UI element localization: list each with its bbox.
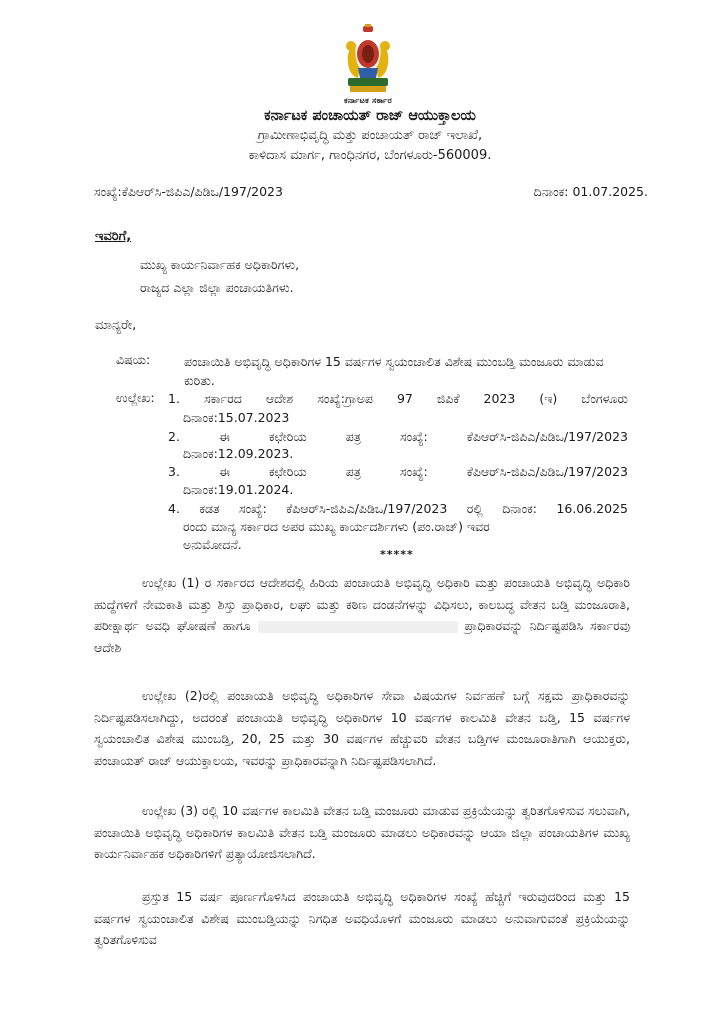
karnataka-state-emblem-icon bbox=[336, 24, 400, 104]
paragraph-2: ಉಲ್ಲೇಖ (2)ರಲ್ಲಿ ಪಂಚಾಯತಿ ಅಭಿವೃದ್ಧಿ ಅಧಿಕಾರಿಗಳ ಸೇವಾ ವಿಷಯಗಳ ನಿರ್ವಹಣೆ ಬಗ್ಗೆ ಸಕ್ಷಮ ಪ್ರಾಧಿಕಾರವನ್ನು ನಿರ್ದಿಷ್ಟಪಡಿಸಲಾಗಿದ್ದು, ಅದರಂತೆ ಪಂಚಾಯತಿ ಅಭಿವೃದ್ಧಿ ಅಧಿಕಾರಿಗಳ 10 ವರ್ಷಗಳ ಕಾಲಮಿತಿ ವೇತನ ಬಡ್ತಿ, 15 ವರ್ಷಗಳ ಸ್ವಯಂಚಾಲಿತ ವಿಶೇಷ ಮುಂಬಡ್ತಿ, 20, 25 ಮತ್ತು 30 ವರ್ಷಗಳ ಹೆಚ್ಚುವರಿ ವೇತನ ಬಡ್ತಿಗಳ ಮಂಜೂರಾತಿಗಾಗಿ ಆಯುಕ್ತರು, ಪಂಚಾಯತ್ ರಾಜ್ ಆಯುಕ್ತಾಲಯ, ಇವರನ್ನು ಪ್ರಾಧಿಕಾರವನ್ನಾಗಿ ನಿರ್ದಿಷ್ಟಪಡಿಸಲಾಗಿದೆ. bbox=[94, 688, 630, 768]
office-address: ಕಾಳಿದಾಸ ಮಾರ್ಗ, ಗಾಂಧಿನಗರ, ಬೆಂಗಳೂರು-560009. bbox=[248, 148, 492, 163]
paragraph-1 bbox=[94, 572, 630, 658]
paragraph-1-text-b: ಪ್ರಾಧಿಕಾರವನ್ನು ನಿರ್ದಿಷ್ಟಪಡಿಸಿ ಸರ್ಕಾರವು ಆದೇಶಿ bbox=[94, 618, 630, 655]
reference-2-line-2: ದಿನಾಂಕ:12.09.2023. bbox=[183, 446, 294, 461]
office-name: ಕರ್ನಾಟಕ ಪಂಚಾಯತ್ ರಾಜ್ ಆಯುಕ್ತಾಲಯ bbox=[264, 108, 476, 124]
reference-3-line-1: 3. ಈ ಕಛೇರಿಯ ಪತ್ರ ಸಂಖ್ಯೆ: ಕೆಪಿಆರ್‌ಸಿ-ಜಿಪಿಎ/ಪಿಡಿಒ/197/2023 bbox=[168, 464, 628, 479]
reference-1-line-1: 1. ಸರ್ಕಾರದ ಆದೇಶ ಸಂಖ್ಯೆ:ಗ್ರಾಅಪ 97 ಜಿಪಿಕೆ 2023 (ಇ) ಬೆಂಗಳೂರು bbox=[168, 391, 628, 406]
reference-4-line-1: 4. ಕಡತ ಸಂಖ್ಯೆ: ಕೆಪಿಆರ್‌ಸಿ-ಜಿಪಿಎ/ಪಿಡಿಒ/197/2023 ರಲ್ಲಿ ದಿನಾಂಕ: 16.06.2025 bbox=[168, 501, 628, 516]
reference-2-line-1: 2. ಈ ಕಛೇರಿಯ ಪತ್ರ ಸಂಖ್ಯೆ: ಕೆಪಿಆರ್‌ಸಿ-ಜಿಪಿಎ/ಪಿಡಿಒ/197/2023 bbox=[168, 429, 628, 444]
paragraph-3: ಉಲ್ಲೇಖ (3) ರಲ್ಲಿ 10 ವರ್ಷಗಳ ಕಾಲಮಿತಿ ವೇತನ ಬಡ್ತಿ ಮಂಜೂರು ಮಾಡುವ ಪ್ರಕ್ರಿಯೆಯನ್ನು ತ್ವರಿತಗೊಳಿಸುವ ಸಲುವಾಗಿ, ಪಂಚಾಯಿತಿ ಅಭಿವೃದ್ಧಿ ಅಧಿಕಾರಿಗಳ ಕಾಲಮಿತಿ ವೇತನ ಬಡ್ತಿ ಮಂಜೂರು ಮಾಡಲು ಅಧಿಕಾರವನ್ನು ಆಯಾ ಜಿಲ್ಲಾ ಪಂಚಾಯತಿಗಳ ಮುಖ್ಯ ಕಾರ್ಯನಿರ್ವಾಹಕ ಅಧಿಕಾರಿಗಳಿಗೆ ಪ್ರತ್ಯಾಯೋಜಿಸಲಾಗಿದೆ. bbox=[94, 803, 630, 861]
reference-1-line-2: ದಿನಾಂಕ:15.07.2023 bbox=[183, 410, 290, 425]
reference-number: ಸಂಖ್ಯೆ:ಕೆಪಿಆರ್‌ಸಿ-ಜಿಪಿಎ/ಪಿಡಿಒ/197/2023 bbox=[94, 184, 283, 199]
subject-label: ವಿಷಯ: bbox=[116, 352, 151, 367]
paragraph-1-text-a: ಉಲ್ಲೇಖ (1) ರ ಸರ್ಕಾರದ ಆದೇಶದಲ್ಲಿ ಹಿರಿಯ ಪಂಚಾಯತಿ ಅಭಿವೃದ್ಧಿ ಅಧಿಕಾರಿ ಮತ್ತು ಪಂಚಾಯತಿ ಅಭಿವೃದ್ಧಿ ಅಧಿಕಾರಿ ಹುದ್ದೆಗಳಿಗೆ ನೇಮಕಾತಿ ಮತ್ತು ಶಿಸ್ತು ಪ್ರಾಧಿಕಾರ, ಲಘು ಮತ್ತು ಕಠಿಣ ದಂಡನೆಗಳನ್ನು ವಿಧಿಸಲು, ಕಾಲಬದ್ಧ ವೇತನ ಬಡ್ತಿ ಮಂಜೂರಾತಿ, ಪರೀಕ್ಷಾರ್ಥ ಅವಧಿ ಘೋಷಣೆ ಹಾಗೂ bbox=[94, 575, 630, 633]
reference-3-line-2: ದಿನಾಂಕ:19.01.2024. bbox=[183, 482, 294, 497]
references-label: ಉಲ್ಲೇಖ: bbox=[116, 390, 155, 405]
section-separator: ***** bbox=[380, 548, 414, 561]
letter-date: ದಿನಾಂಕ: 01.07.2025. bbox=[533, 184, 648, 199]
paragraph-4: ಪ್ರಸ್ತುತ 15 ವರ್ಷ ಪೂರ್ಣಗೊಳಿಸಿದ ಪಂಚಾಯತಿ ಅಭಿವೃದ್ಧಿ ಅಧಿಕಾರಿಗಳ ಸಂಖ್ಯೆ ಹೆಚ್ಚಿಗೆ ಇರುವುದರಿಂದ ಮತ್ತು 15 ವರ್ಷಗಳ ಸ್ವಯಂಚಾಲಿತ ವಿಶೇಷ ಮುಂಬಡ್ತಿಯನ್ನು ನಿಗಧಿತ ಅವಧಿಯೊಳಗೆ ಮಂಜೂರು ಮಾಡಲು ಅನುವಾಗುವಂತೆ ಪ್ರಕ್ರಿಯೆಯನ್ನು ತ್ವರಿತಗೊಳಿಸುವ bbox=[94, 889, 630, 947]
addressee-line-2: ರಾಜ್ಯದ ಎಲ್ಲಾ ಜಿಲ್ಲಾ ಪಂಚಾಯತಿಗಳು. bbox=[140, 280, 294, 295]
redacted-text bbox=[258, 621, 458, 633]
reference-4-line-3: ಅನುಮೋದನೆ. bbox=[183, 537, 242, 552]
emblem-caption: ಕರ್ನಾಟಕ ಸರ್ಕಾರ bbox=[343, 96, 393, 105]
addressee-line-1: ಮುಖ್ಯ ಕಾರ್ಯನಿರ್ವಾಹಕ ಅಧಿಕಾರಿಗಳು, bbox=[140, 257, 300, 272]
reference-4-line-2: ರಂದು ಮಾನ್ಯ ಸರ್ಕಾರದ ಅಪರ ಮುಖ್ಯ ಕಾರ್ಯದರ್ಶಿಗಳು (ಪಂ.ರಾಜ್) ಇವರ bbox=[183, 519, 490, 534]
salutation: ಮಾನ್ಯರೇ, bbox=[95, 318, 137, 333]
addressee-heading: ಇವರಿಗೆ, bbox=[95, 229, 132, 244]
subject-text: ಪಂಚಾಯಿತಿ ಅಭಿವೃದ್ಧಿ ಅಧಿಕಾರಿಗಳ 15 ವರ್ಷಗಳ ಸ್ವಯಂಚಾಲಿತ ವಿಶೇಷ ಮುಂಬಡ್ತಿ ಮಂಜೂರು ಮಾಡುವ ಕುರಿತು. bbox=[184, 354, 604, 388]
department-name: ಗ್ರಾಮೀಣಾಭಿವೃದ್ಧಿ ಮತ್ತು ಪಂಚಾಯತ್ ರಾಜ್ ಇಲಾಖೆ, bbox=[257, 128, 483, 143]
